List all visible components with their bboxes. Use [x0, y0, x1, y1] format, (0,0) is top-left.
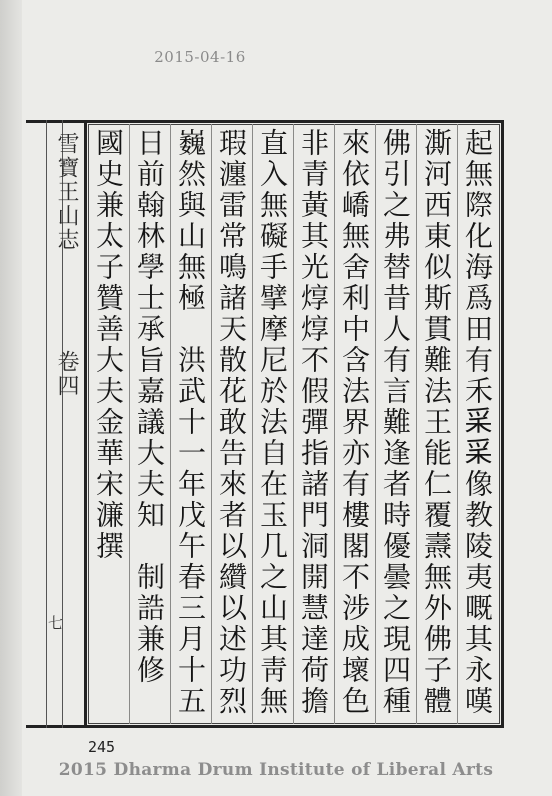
- margin-rule-left: [46, 120, 47, 728]
- column-rule: [457, 124, 458, 724]
- text-column-10: 國史兼太子贊善大夫金華宋濂撰: [92, 128, 125, 562]
- column-rule: [170, 124, 171, 724]
- page-number: 245: [88, 738, 116, 756]
- text-column-4: 來依嶠無舍利中含法界亦有樓閣不涉成壞色: [338, 128, 371, 717]
- column-rule: [293, 124, 294, 724]
- watermark-date: 2015-04-16: [154, 48, 246, 66]
- text-column-5: 非青黃其光焞焞不假彈指諸門洞開慧達荷擔: [297, 128, 330, 717]
- text-column-1: 起無際化海爲田有禾𥝩𥝩像教陵夷嘅其永嘆: [461, 128, 494, 717]
- column-rule: [129, 124, 130, 724]
- column-rule: [375, 124, 376, 724]
- text-column-2: 澌河西東似斯貫難法王能仁覆燾無外佛子體: [420, 128, 453, 717]
- column-rule: [252, 124, 253, 724]
- column-rule: [416, 124, 417, 724]
- margin-title: 雪寶王山志: [54, 132, 79, 252]
- margin-folio: 七: [48, 614, 64, 632]
- binding-shadow: [0, 0, 22, 796]
- column-rule: [211, 124, 212, 724]
- margin-juan: 卷四: [54, 350, 79, 398]
- footer-watermark: 2015 Dharma Drum Institute of Liberal Arts: [58, 760, 494, 780]
- text-column-6: 直入無礙手擘摩尼於法自在玉几之山其靑無: [256, 128, 289, 717]
- text-column-8: 巍然與山無極 洪武十一年戊午春三月十五: [174, 128, 207, 717]
- text-column-7: 瑕瀍雷常鳴諸天散花敢告來者以纘以述功烈: [215, 128, 248, 717]
- column-rule: [334, 124, 335, 724]
- text-column-9: 日前翰林學士承旨嘉議大夫知 制誥兼修: [133, 128, 166, 686]
- text-column-3: 佛引之弗替昔人有言難逢者時優曇之現四種: [379, 128, 412, 717]
